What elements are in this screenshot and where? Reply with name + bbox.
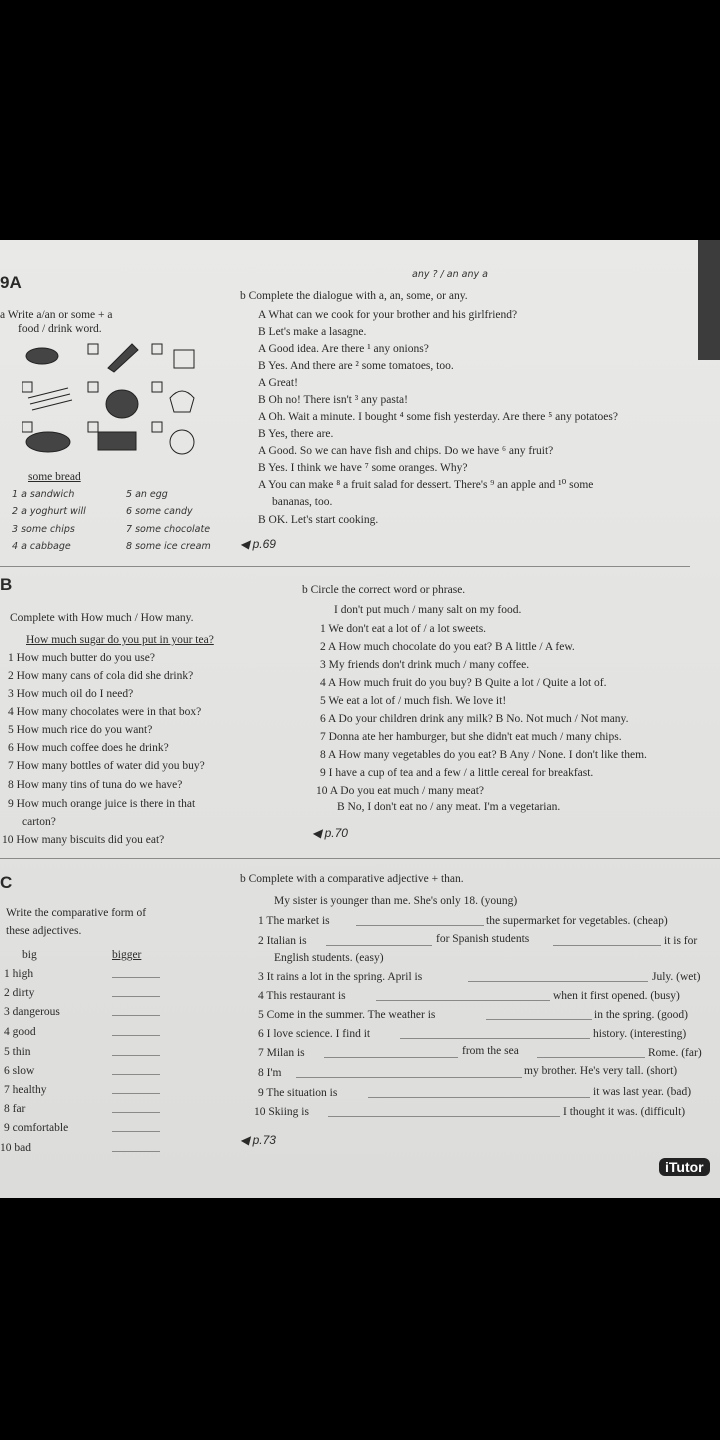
b-a-item-6: 6 How much coffee does he drink?	[8, 742, 169, 754]
box-label-6	[22, 422, 32, 432]
b-a-item-7: 7 How many bottles of water did you buy?	[8, 760, 205, 772]
divider-2	[0, 858, 720, 859]
c-b-line-4-left: 4 This restaurant is	[258, 990, 346, 1002]
c-adj-5: 5 thin	[4, 1046, 31, 1058]
9a-a-instruction-2: food / drink word.	[18, 323, 102, 335]
c-blank-8[interactable]	[112, 1112, 160, 1113]
b-a-item-5: 5 How much rice do you want?	[8, 724, 153, 736]
b-a-example: How much sugar do you put in your tea?	[26, 634, 214, 646]
9a-example: some bread	[28, 471, 81, 483]
fish-icon	[26, 432, 70, 452]
food-icons-grid	[22, 338, 222, 478]
c-adj-10: 10 bad	[0, 1142, 31, 1154]
c-b-line-2-mid: for Spanish students	[436, 933, 530, 945]
c-example-answer: bigger	[112, 949, 142, 961]
c-b-blank-2b[interactable]	[553, 945, 661, 946]
dialogue-line-13: B OK. Let's start cooking.	[258, 514, 379, 526]
c-b-line-6-right: history. (interesting)	[593, 1028, 687, 1040]
c-adj-9: 9 comfortable	[4, 1122, 69, 1134]
dialogue-line-8: B Yes, there are.	[258, 428, 334, 440]
c-adj-8: 8 far	[4, 1103, 26, 1115]
b-a-instruction: Complete with How much / How many.	[10, 612, 194, 624]
c-adj-1: 1 high	[4, 968, 34, 980]
b-b-item-6: 6 A Do your children drink any milk? B No. Not much / Not many.	[320, 713, 629, 725]
c-b-line-7-left: 7 Milan is	[258, 1047, 305, 1059]
dialogue-line-6: B Oh no! There isn't ³ any pasta!	[258, 394, 408, 406]
dialogue-line-9: A Good. So we can have fish and chips. Do we have ⁶ any fruit?	[258, 445, 554, 457]
dialogue-line-2: B Let's make a lasagne.	[258, 326, 367, 338]
b-a-item-2: 2 How many cans of cola did she drink?	[8, 670, 194, 682]
c-b-line-4-right: when it first opened. (busy)	[553, 990, 680, 1002]
c-blank-4[interactable]	[112, 1035, 160, 1036]
box-label-1	[88, 344, 98, 354]
c-blank-2[interactable]	[112, 996, 160, 997]
box-label-3	[22, 382, 32, 392]
c-blank-7[interactable]	[112, 1093, 160, 1094]
box-label-7	[88, 422, 98, 432]
9a-answer-4: 4 a cabbage	[12, 541, 71, 552]
c-adj-3: 3 dangerous	[4, 1006, 60, 1018]
c-blank-3[interactable]	[112, 1015, 160, 1016]
b-b-item-5: 5 We eat a lot of / much fish. We love it!	[320, 695, 507, 707]
c-example-word: big	[22, 949, 37, 961]
c-blank-1[interactable]	[112, 977, 160, 978]
c-b-blank-1[interactable]	[356, 925, 484, 926]
potato-icon	[106, 390, 138, 418]
c-b-blank-4[interactable]	[376, 1000, 550, 1001]
b-page-ref-label: p.70	[324, 826, 348, 840]
b-a-item-8: 8 How many tins of tuna do we have?	[8, 779, 183, 791]
9a-answer-3: 3 some chips	[12, 524, 75, 535]
c-b-line-1-left: 1 The market is	[258, 915, 330, 927]
box-label-5	[152, 382, 162, 392]
c-b-blank-5[interactable]	[486, 1019, 592, 1020]
sandwich-icon	[26, 348, 58, 364]
c-b-line-7-mid: from the sea	[462, 1045, 519, 1057]
c-blank-6[interactable]	[112, 1074, 160, 1075]
ice-cream-icon	[170, 430, 194, 454]
dialogue-line-10: B Yes. I think we have ⁷ some oranges. Why?	[258, 462, 468, 474]
b-b-item-10: 10 A Do you eat much / many meat?	[316, 785, 484, 797]
jug-icon	[174, 350, 194, 368]
9a-answer-1: 1 a sandwich	[12, 489, 75, 500]
b-a-item-3: 3 How much oil do I need?	[8, 688, 134, 700]
c-b-blank-2a[interactable]	[326, 945, 432, 946]
section-c-header: C	[0, 873, 13, 892]
dialogue-line-4: B Yes. And there are ² some tomatoes, too.	[258, 360, 454, 372]
c-b-line-8-right: my brother. He's very tall. (short)	[524, 1065, 678, 1077]
page-shadow	[698, 240, 720, 360]
c-b-line-9-left: 9 The situation is	[258, 1087, 338, 1099]
9a-answer-6: 6 some candy	[126, 506, 193, 517]
chocolate-icon	[98, 432, 136, 450]
c-b-line-2-cont: English students. (easy)	[274, 952, 384, 964]
c-blank-9[interactable]	[112, 1131, 160, 1132]
c-b-line-2-right: it is for	[664, 935, 698, 947]
section-b-header: B	[0, 575, 13, 594]
dialogue-line-12: bananas, too.	[272, 496, 333, 508]
c-b-example: My sister is younger than me. She's only 18. (young)	[274, 895, 518, 907]
b-a-item-10: 10 How many biscuits did you eat?	[2, 834, 165, 846]
dialogue-line-3: A Good idea. Are there ¹ any onions?	[258, 343, 429, 355]
c-b-blank-8[interactable]	[296, 1077, 522, 1078]
c-b-line-10-left: 10 Skiing is	[254, 1106, 309, 1118]
c-b-blank-6[interactable]	[400, 1038, 590, 1039]
c-b-instruction: b Complete with a comparative adjective + than.	[240, 873, 464, 885]
section-9a-header: 9A	[0, 273, 22, 292]
c-b-line-3-left: 3 It rains a lot in the spring. April is	[258, 971, 423, 983]
9a-b-instruction: b Complete the dialogue with a, an, some, or any.	[240, 290, 468, 302]
b-b-item-2: 2 A How much chocolate do you eat? B A little / A few.	[320, 641, 575, 653]
itutor-watermark: iTutor	[659, 1158, 710, 1176]
egg-cup-icon	[170, 391, 194, 412]
c-b-line-1-right: the supermarket for vegetables. (cheap)	[486, 915, 668, 927]
b-b-item-4: 4 A How much fruit do you buy? B Quite a lot / Quite a lot of.	[320, 677, 607, 689]
c-b-line-10-right: I thought it was. (difficult)	[563, 1106, 686, 1118]
c-page-ref[interactable]: ◀ p.73	[240, 1133, 276, 1147]
c-b-blank-7b[interactable]	[537, 1057, 645, 1058]
b-b-example: I don't put much / many salt on my food.	[334, 604, 522, 616]
b-b-item-9: 9 I have a cup of tea and a few / a little cereal for breakfast.	[320, 767, 594, 779]
dialogue-line-1: A What can we cook for your brother and his girlfriend?	[258, 309, 518, 321]
c-page-ref-label: p.73	[252, 1133, 276, 1147]
handwritten-note: any ? / an any a	[412, 269, 488, 280]
c-a-instruction-2: these adjectives.	[6, 925, 82, 937]
c-b-line-6-left: 6 I love science. I find it	[258, 1028, 371, 1040]
c-a-instruction-1: Write the comparative form of	[6, 907, 147, 919]
c-b-line-9-right: it was last year. (bad)	[593, 1086, 692, 1098]
b-b-item-10-reply: B No, I don't eat no / any meat. I'm a vegetarian.	[337, 801, 561, 813]
9a-page-ref[interactable]: ◀ p.69	[240, 537, 276, 551]
b-b-item-1: 1 We don't eat a lot of / a lot sweets.	[320, 623, 487, 635]
c-b-blank-10[interactable]	[328, 1116, 560, 1117]
9a-answer-5: 5 an egg	[126, 489, 168, 500]
c-b-line-2-left: 2 Italian is	[258, 935, 307, 947]
c-b-blank-3[interactable]	[468, 981, 648, 982]
9a-answer-7: 7 some chocolate	[126, 524, 211, 535]
b-a-item-4: 4 How many chocolates were in that box?	[8, 706, 202, 718]
c-adj-7: 7 healthy	[4, 1084, 47, 1096]
9a-a-instruction-1: a Write a/an or some + a	[0, 309, 113, 321]
b-a-item-9-cont: carton?	[22, 816, 56, 828]
box-label-8	[152, 422, 162, 432]
divider-1	[0, 566, 690, 567]
b-b-instruction: b Circle the correct word or phrase.	[302, 584, 466, 596]
c-blank-10[interactable]	[112, 1151, 160, 1152]
c-adj-2: 2 dirty	[4, 987, 35, 999]
b-a-item-9: 9 How much orange juice is there in that	[8, 798, 196, 810]
c-b-line-8-left: 8 I'm	[258, 1067, 282, 1079]
c-b-line-7-right: Rome. (far)	[648, 1047, 702, 1059]
9a-answer-8: 8 some ice cream	[126, 541, 211, 552]
b-b-item-7: 7 Donna ate her hamburger, but she didn't eat much / many chips.	[320, 731, 622, 743]
c-b-line-5-right: in the spring. (good)	[594, 1009, 688, 1021]
b-page-ref[interactable]: ◀ p.70	[312, 826, 348, 840]
cheese-icon	[108, 344, 138, 372]
c-adj-6: 6 slow	[4, 1065, 35, 1077]
dialogue-line-7: A Oh. Wait a minute. I bought ⁴ some fish yesterday. Are there ⁵ any potatoes?	[258, 411, 618, 423]
c-b-line-3-right: July. (wet)	[652, 971, 701, 983]
c-b-line-5-left: 5 Come in the summer. The weather is	[258, 1009, 436, 1021]
b-b-item-8: 8 A How many vegetables do you eat? B Any / None. I don't like them.	[320, 749, 647, 761]
b-b-item-3: 3 My friends don't drink much / many coffee.	[320, 659, 530, 671]
box-label-4	[88, 382, 98, 392]
c-adj-4: 4 good	[4, 1026, 36, 1038]
box-label-2	[152, 344, 162, 354]
9a-answer-2: 2 a yoghurt will	[12, 506, 86, 517]
c-blank-5[interactable]	[112, 1055, 160, 1056]
chips-icon	[28, 388, 72, 410]
c-b-blank-7a[interactable]	[324, 1057, 458, 1058]
dialogue-line-5: A Great!	[258, 377, 298, 389]
9a-page-ref-label: p.69	[252, 537, 276, 551]
b-a-item-1: 1 How much butter do you use?	[8, 652, 155, 664]
dialogue-line-11: A You can make ⁸ a fruit salad for dessert. There's ⁹ an apple and ¹⁰ some	[258, 479, 594, 491]
c-b-blank-9[interactable]	[368, 1097, 590, 1098]
